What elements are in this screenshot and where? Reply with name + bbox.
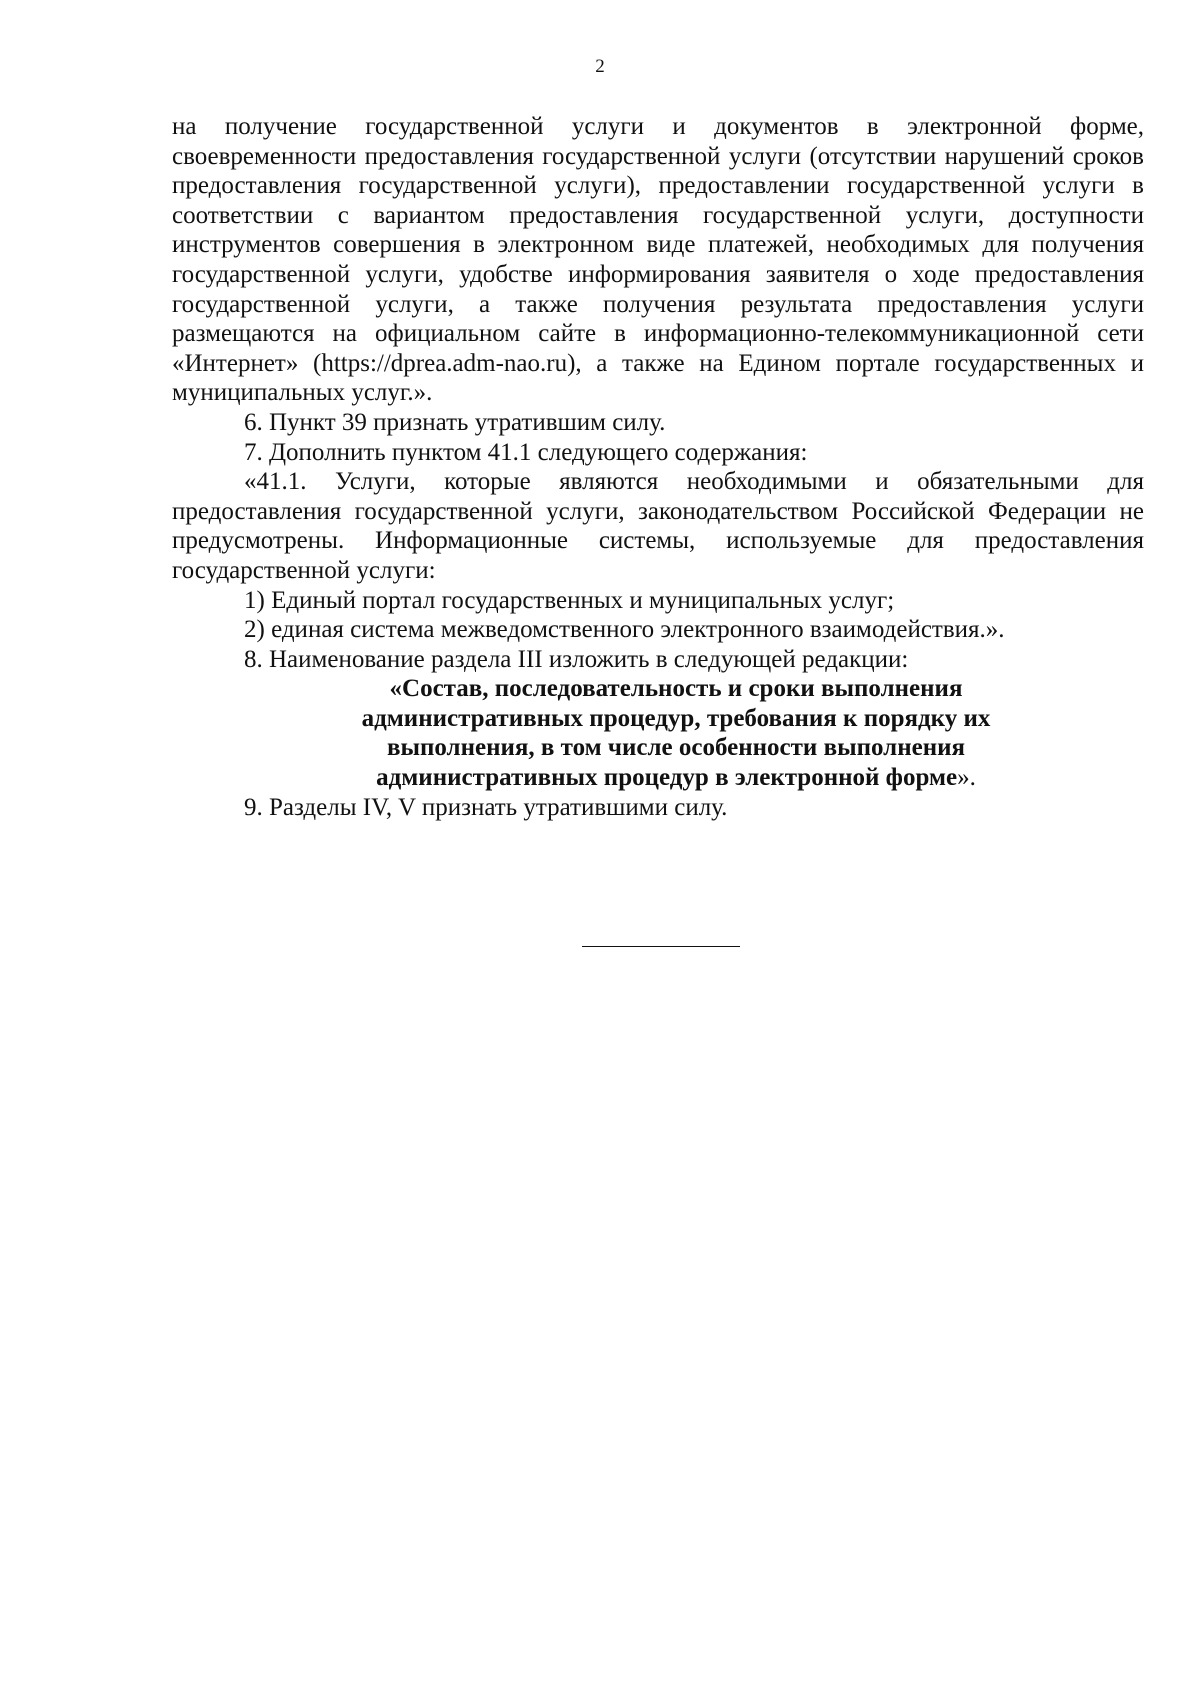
section-heading-closing: ». [957, 764, 976, 792]
item-9: 9. Разделы IV, V признать утратившими силу. [244, 793, 728, 821]
paragraph-continuation: на получение государственной услуги и документов в электронной форме, своевременности предоставления государственной услуги (отсутствии нарушений сроков предоставления государственной услуги), предоставлении государственной услуги в соответствии с вариантом предоставления государственной услуги, доступности инструментов совершения в электронном виде платежей, необходимых для получения государственной услуги, удобстве информирования заявителя о ходе предоставления государственной услуги, а также получения результата предоставления услуги размещаются на официальном сайте в информационно-телекоммуникационной сети «Интернет» (https://dprea.adm-nao.ru), а также на Едином портале государственных и муниципальных услуг.». [172, 113, 1144, 407]
list-item-1: 1) Единый портал государственных и муниципальных услуг; [244, 586, 895, 614]
page-number: 2 [595, 56, 605, 77]
document-body [172, 112, 1144, 822]
end-of-document-rule [582, 946, 740, 947]
section-heading-line: выполнения, в том числе особенности выполнения [386, 734, 966, 762]
list-item-2: 2) единая система межведомственного электронного взаимодействия.». [244, 616, 1005, 644]
section-heading-line [208, 763, 1144, 793]
section-heading [172, 674, 1144, 792]
item-6: 6. Пункт 39 признать утратившим силу. [244, 408, 666, 436]
section-heading-line: «Состав, последовательность и сроки выполнения [389, 675, 963, 703]
item-7: 7. Дополнить пунктом 41.1 следующего содержания: [244, 438, 808, 466]
section-heading-line-text: административных процедур в электронной форме [376, 764, 958, 792]
item-8: 8. Наименование раздела III изложить в следующей редакции: [244, 645, 909, 673]
item-7-quoted-text: «41.1. Услуги, которые являются необходимыми и обязательными для предоставления государственной услуги, законодательством Российской Федерации не предусмотрены. Информационные системы, используемые для предоставления государственной услуги: [172, 468, 1144, 584]
section-heading-line: административных процедур, требования к порядку их [361, 704, 991, 732]
